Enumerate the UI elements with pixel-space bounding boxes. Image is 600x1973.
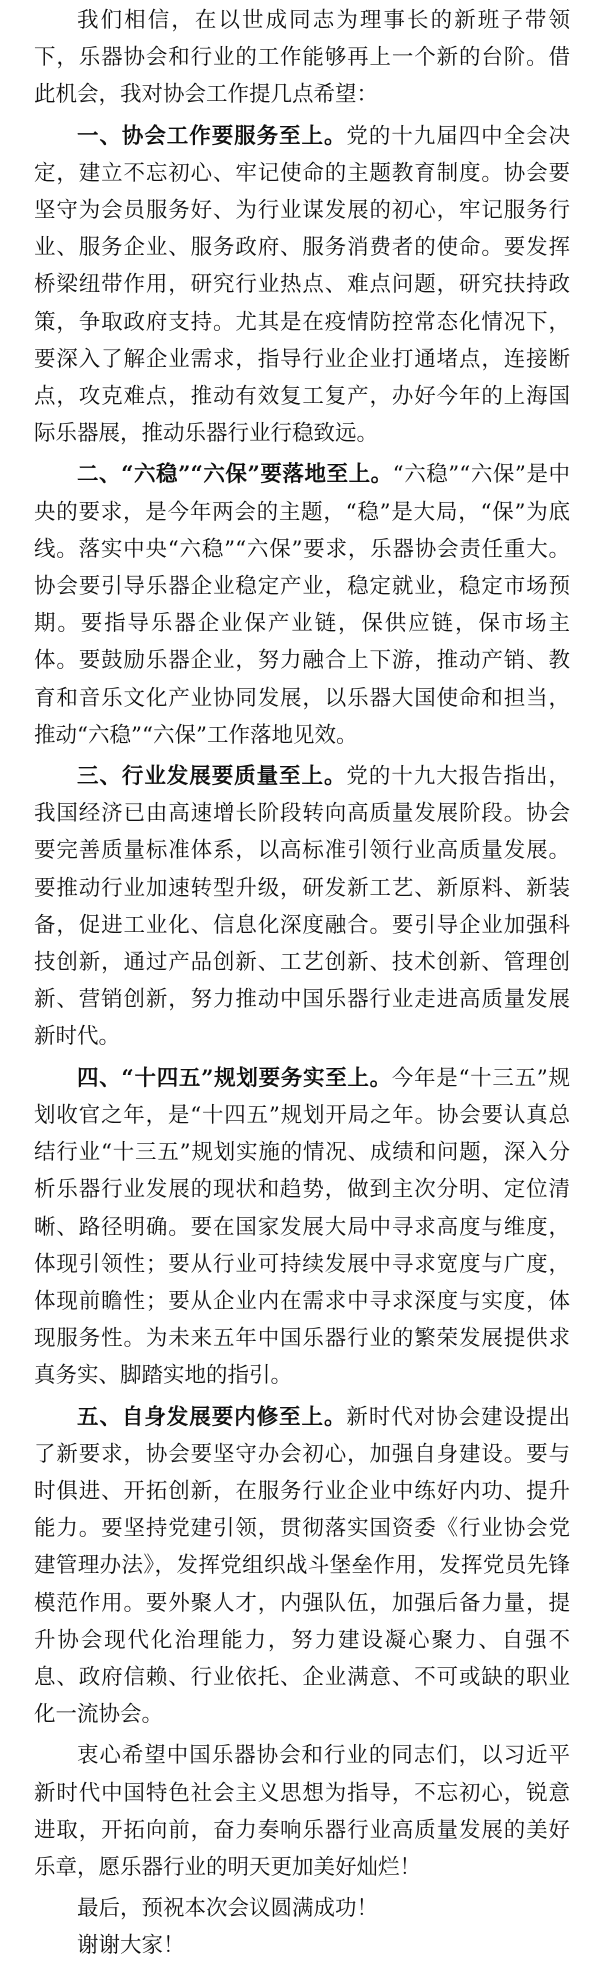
section-2-paragraph (34, 456, 570, 754)
section-2-heading: 二、“六稳”“六保”要落地至上。 (77, 462, 393, 488)
section-2-body: “六稳”“六保”是中央的要求，是今年两会的主题，“稳”是大局，“保”为底线。落实中央“六稳”“六保”要求，乐器协会责任重大。协会要引导乐器企业稳定产业，稳定就业，稳定市场预期。要指导乐器企业保产业链，保供应链，保市场主体。要鼓励乐器企业，努力融合上下游，推动产销、教育和音乐文化产业协同发展，以乐器大国使命和担当，推动“六稳”“六保”工作落地见效。 (34, 462, 571, 748)
section-3-paragraph (34, 758, 570, 1056)
section-3-heading: 三、行业发展要质量至上。 (77, 764, 347, 790)
section-5-heading: 五、自身发展要内修至上。 (77, 1404, 347, 1430)
thanks-line: 谢谢大家！ (77, 1933, 185, 1959)
section-5-body: 新时代对协会建设提出了新要求，协会要坚守办会初心，加强自身建设。要与时俱进、开拓创新，在服务行业企业中练好内功、提升能力。要坚持党建引领，贯彻落实国资委《行业协会党建管理办法》，发挥党组织战斗堡垒作用，发挥党员先锋模范作用。要外聚人才，内强队伍，加强后备力量，提升协会现代化治理能力，努力建设凝心聚力、自强不息、政府信赖、行业依托、企业满意、不可或缺的职业化一流协会。 (34, 1404, 570, 1728)
section-3-body: 党的十九大报告指出，我国经济已由高速增长阶段转向高质量发展阶段。协会要完善质量标准体系，以高标准引领行业高质量发展。要推动行业加速转型升级，研发新工艺、新原料、新装备，促进工业化、信息化深度融合。要引导企业加强科技创新，通过产品创新、工艺创新、技术创新、管理创新、营销创新，努力推动中国乐器行业走进高质量发展新时代。 (34, 764, 570, 1050)
closing-wish: 最后，预祝本次会议圆满成功！ (77, 1896, 379, 1922)
section-4-body: 今年是“十三五”规划收官之年，是“十四五”规划开局之年。协会要认真总结行业“十三五”规划实施的情况、成绩和问题，深入分析乐器行业发展的现状和趋势，做到主次分明、定位清晰、路径明确。要在国家发展大局中寻求高度与维度，体现引领性；要从行业可持续发展中寻求宽度与广度，体现前瞻性；要从企业内在需求中寻求深度与实度，体现服务性。为未来五年中国乐器行业的繁荣发展提供求真务实、脚踏实地的指引。 (34, 1065, 570, 1389)
section-1-paragraph (34, 118, 570, 453)
section-4-paragraph (34, 1060, 570, 1395)
hope-paragraph: 衷心希望中国乐器协会和行业的同志们，以习近平新时代中国特色社会主义思想为指导，不忘初心，锐意进取，开拓向前，奋力奏响乐器行业高质量发展的美好乐章，愿乐器行业的明天更加美好灿烂！ (34, 1743, 570, 1880)
section-5-paragraph (34, 1399, 570, 1734)
section-4-heading: 四、“十四五”规划要务实至上。 (77, 1065, 392, 1091)
intro-paragraph: 我们相信，在以世成同志为理事长的新班子带领下，乐器协会和行业的工作能够再上一个新的台阶。借此机会，我对协会工作提几点希望： (34, 8, 570, 108)
section-1-body: 党的十九届四中全会决定，建立不忘初心、牢记使命的主题教育制度。协会要坚守为会员服务好、为行业谋发展的初心，牢记服务行业、服务企业、服务政府、服务消费者的使命。要发挥桥梁纽带作用，研究行业热点、难点问题，研究扶持政策，争取政府支持。尤其是在疫情防控常态化情况下，要深入了解企业需求，指导行业企业打通堵点，连接断点，攻克难点，推动有效复工复产，办好今年的上海国际乐器展，推动乐器行业行稳致远。 (34, 123, 570, 447)
section-1-heading: 一、协会工作要服务至上。 (77, 123, 347, 149)
